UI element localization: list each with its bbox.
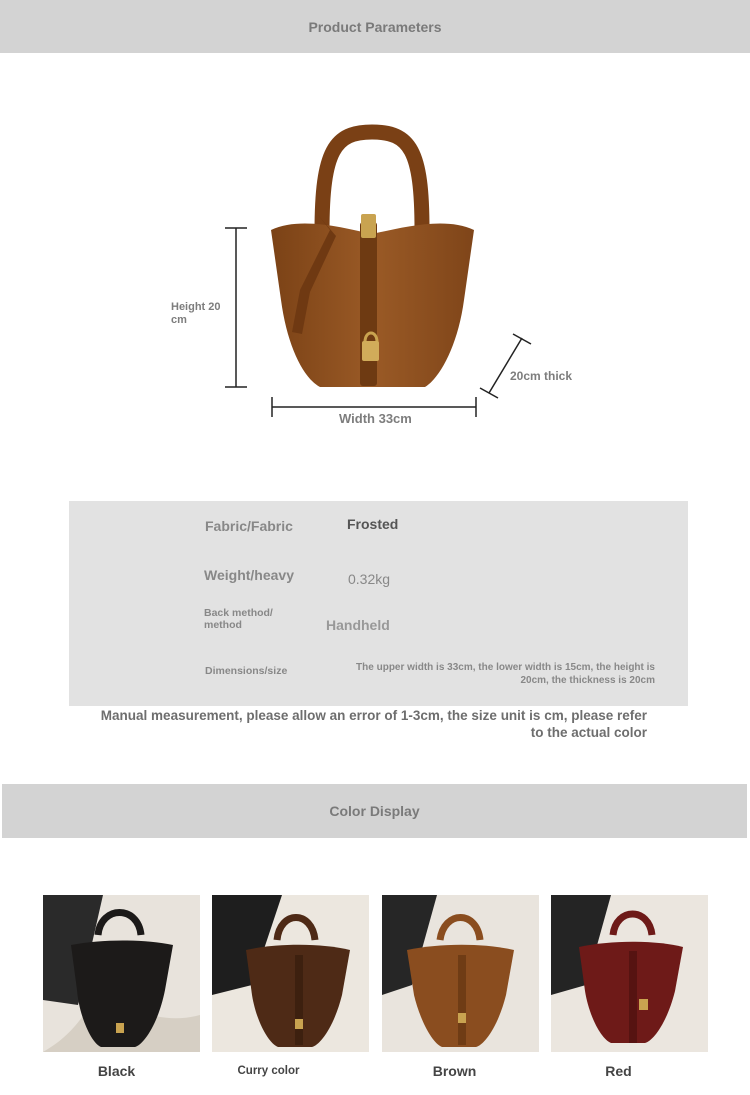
param-label-dimensions: Dimensions/size xyxy=(205,665,288,677)
swatch-brown[interactable] xyxy=(382,895,539,1052)
param-label-fabric: Fabric/Fabric xyxy=(205,518,293,534)
swatch-red[interactable] xyxy=(551,895,708,1052)
height-label: Height 20 cm xyxy=(171,301,221,326)
color-name-red: Red xyxy=(605,1063,632,1079)
param-label-weight: Weight/heavy xyxy=(204,567,294,583)
bag-lock xyxy=(362,341,379,361)
param-value-weight: 0.32kg xyxy=(348,571,391,587)
width-label: Width 33cm xyxy=(339,411,412,426)
swatch-black[interactable] xyxy=(43,895,200,1052)
param-value-back-method: Handheld xyxy=(326,617,390,633)
thickness-label: 20cm thick xyxy=(510,369,573,383)
swatch-curry-color[interactable] xyxy=(212,895,369,1052)
color-name-black: Black xyxy=(97,1063,136,1079)
color-display-banner xyxy=(2,784,747,838)
product-diagram xyxy=(0,53,750,453)
param-label-back-method: Back method/ method xyxy=(204,607,273,631)
parameters-table xyxy=(69,501,688,706)
bag-strap xyxy=(360,222,377,386)
color-display-title: Color Display xyxy=(329,803,420,819)
bag-clasp xyxy=(361,214,376,238)
param-value-fabric: Frosted xyxy=(347,516,399,532)
color-name-curry: Curry color xyxy=(237,1065,300,1077)
product-parameters-banner xyxy=(0,0,750,53)
color-name-brown: Brown xyxy=(432,1063,477,1079)
measurement-note: Manual measurement, please allow an error of 1-3cm, the size unit is cm, please refer to the actual color xyxy=(100,708,647,740)
product-parameters-title: Product Parameters xyxy=(308,18,442,35)
param-value-dimensions: The upper width is 33cm, the lower width is 15cm, the height is 20cm, the thickness is 20cm xyxy=(356,662,655,686)
